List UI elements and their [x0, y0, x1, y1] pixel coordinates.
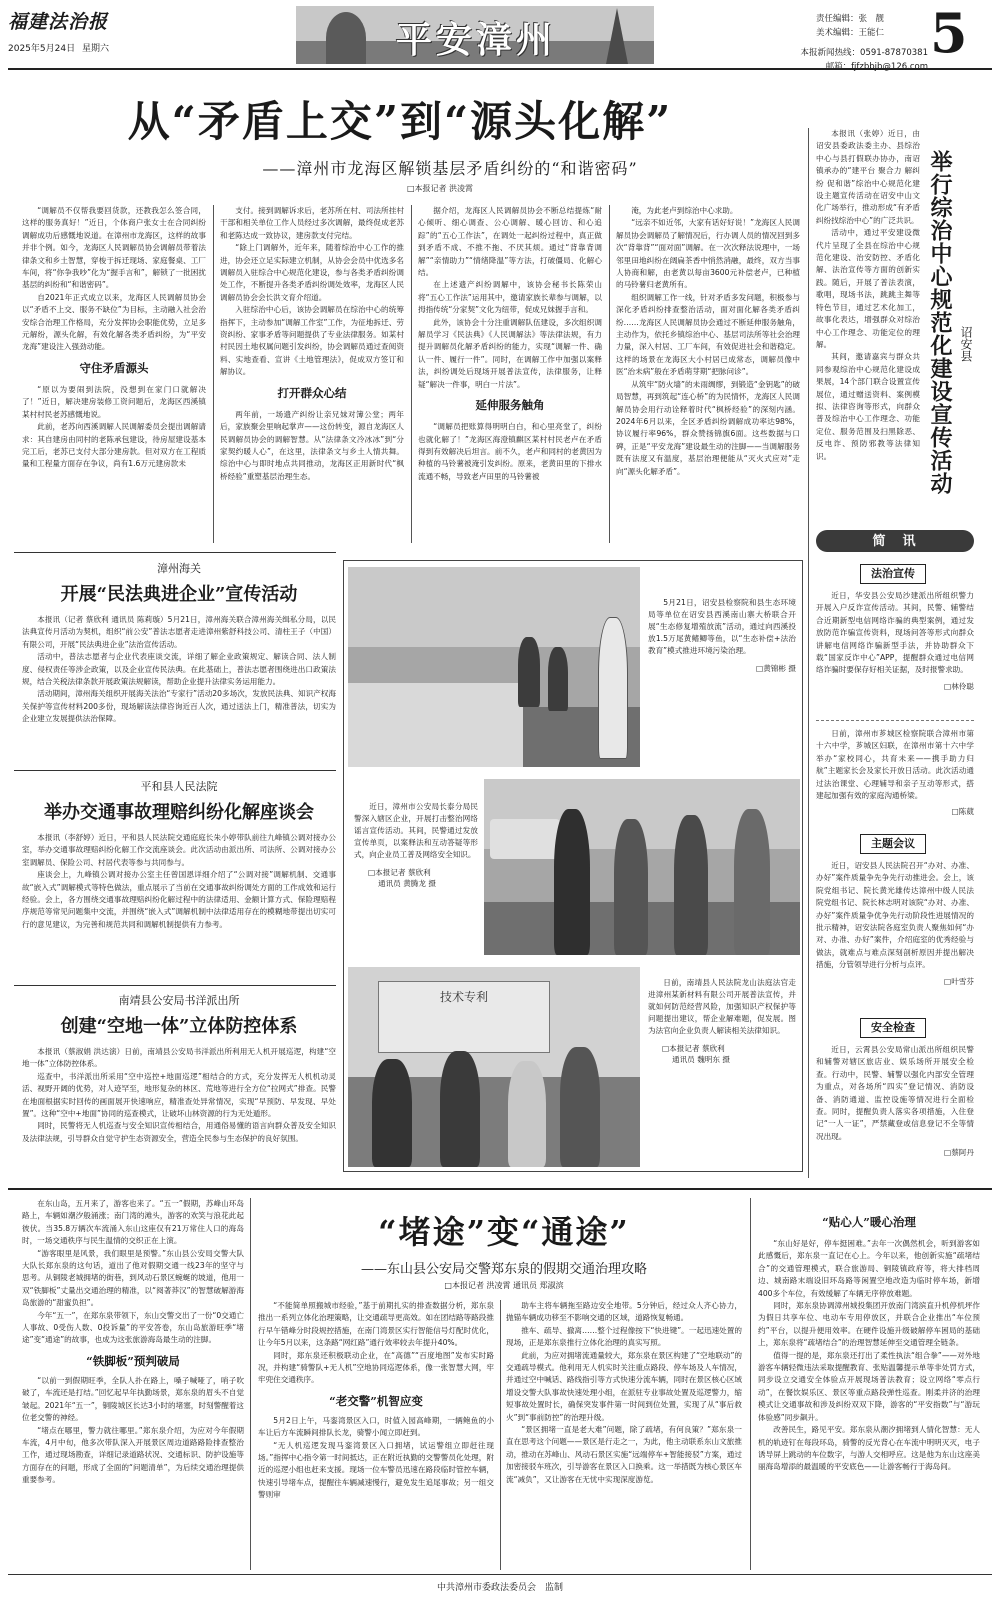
- photo-enterprise-visit: [484, 779, 800, 955]
- photo-3-credit-2: 通讯员 魏明东 摄: [672, 1055, 730, 1064]
- paper-name: 福建法治报: [8, 11, 109, 33]
- statue-icon: [326, 12, 366, 64]
- lead-byline: □本报记者 洪凌霄: [406, 184, 474, 193]
- bottom-c2-p4: “无人机巡逻发现马銮湾景区入口拥堵，试运警组立即赶往现场。”指挥中心指令第一时间抵达，正在附近执勤的交警警员化处理，附近的巡逻小组也赶来支援。现场一位车警员迅速在路段临时管控车辆，快速引导堵车点，提醒往车辆减速慢行，避免发生追尾事故；另一组交警则审: [258, 1440, 494, 1500]
- briefs-header: [816, 530, 974, 552]
- bottom-col-1: [22, 1198, 244, 1487]
- police-p1: 本报讯（蔡淑娟 洪达演）日前，南靖县公安局书洋派出所利用无人机开展巡逻，构建“空地一体”立体防控体系。: [22, 1047, 336, 1069]
- bottom-col-4: [758, 1210, 980, 1474]
- photo-3-credit-1: □本报记者 蔡欣利: [662, 1044, 725, 1053]
- bottom-c2-p1: “不能简单照搬城市经验，”基于前期扎实的排查数据分析，郑东泉推出一系列立体化治理策略，让交通疏导更高效。如在团结路等路段推行早午错峰分时段规控措施，在南门湾景区实行智能信号灯配时优化，让今年5月以来，这条路“网红路”通行效率较去年提升40%。: [258, 1301, 494, 1348]
- page-number: 5: [930, 1, 968, 65]
- brief-3: [816, 860, 974, 987]
- van-shape: [490, 819, 560, 859]
- lead-divider-1: [213, 205, 214, 543]
- customs-title: 开展“民法典进企业”宣传活动: [60, 584, 298, 605]
- lead-c3-p1: 据介绍，龙海区人民调解员协会不断总结提炼“耐心倾听、细心调查、公心调解、暖心回访、和心追踪”的“五心工作法”，在调处一起纠纷过程中，真正做到矛盾不成、不推不拖、不厌其烦。通过“背靠背调解”“亲情助力”“情绪降温”等方法，打破僵局、化解心结。: [418, 206, 602, 278]
- lead-c3-p3: 此外，该协会十分注重调解队伍建设，多次组织调解员学习《民法典》《人民调解法》等法律法规，有力提升调解员化解矛盾纠纷的能力，实现“调解一件、确认一件、履行一件”。同时，在调解工作中加强以案释法，纠纷调处后现场开展普法宣传，法律服务，让释疑“解决一件事，明白一片法”。: [418, 317, 602, 389]
- person-figure: [560, 1047, 600, 1167]
- bottom-c1-p4: “以前一到假期旺季，全队人扑在路上，嗓子喊哑了，哨子吹破了，车流还是打结。”回忆起早年执勤场景，郑东泉的眉头不自觉皱起。2021年“五一”，铜陵城区长达3小时的堵塞，时刻警醒着这位老交警的神经。: [22, 1375, 244, 1423]
- lead-subtitle: ——漳州市龙海区解锁基层矛盾纠纷的“和谐密码”: [262, 159, 638, 178]
- police-p2: 巡查中，书洋派出所采用“空中巡控+地面巡逻”相结合的方式，充分发挥无人机机动灵活、视野开阔的优势，对人迹罕至，地形复杂的林区、荒地等进行全方位“拉网式”排查。民警在地面根据实时回传的画面展开快速响应，精准查处异常情况，实现“早预防、早发现、早处置”。这种“空中+地面”协同的巡查模式，让破坏山林资源的行为无处遁形。: [22, 1071, 336, 1119]
- brief-title-1: 法治宣传: [860, 564, 926, 584]
- customs-p3: 活动期间，漳州海关组织开展海关法治“专家行”活动20多场次，发放民法典、知识产权海关保护等宣传材料200多份，现场解读法律咨询近百人次，通过送法上门，精准普法，切实为企业建立发展提供法治保障。: [22, 689, 336, 724]
- lead-c2-p3: 入驻综治中心后，该协会调解员在综治中心的统筹指挥下，主动参加“调解工作室”工作，为征地拆迁、劳资纠纷、家事矛盾等问题提供了专业法律服务。如某村村民因土地权属问题引发纠纷，协会调解员通过查阅资料、实地查看、宣讲《土地管理法》，促成双方签订和解协议。: [220, 305, 404, 377]
- brief-title-4: 安全检查: [860, 1018, 926, 1038]
- photo-2-caption-text: 近日，漳州市公安局长泰分局民警深入辖区企业，开展打击整治网络谣言宣传活动。其间，民警通过发放宣传单页，以案释法和互动答疑等形式，向企业员工普及网络安全知识。: [354, 802, 478, 859]
- bottom-col-3: [506, 1300, 742, 1486]
- bottom-title: “堵途”变“通途”: [378, 1213, 630, 1251]
- customs-p1: 本报讯（记者 蔡欣利 通讯员 陈莉璇）5月21日，漳州海关联合漳州海关缉私分局，以民法典宣传月活动为契机，组织“前公安”普法志愿者走进漳州紫舒科技公司、清柱王子（中国）有限公司，开展“民法典进企业”法治宣传活动。: [22, 615, 336, 649]
- board-text: 技术专利: [439, 990, 488, 1004]
- person-figure: [674, 815, 708, 955]
- customs-unit: 漳州海关: [157, 562, 201, 575]
- photo-1-caption: [648, 597, 796, 674]
- editor-name: 责任编辑：张 靓: [816, 14, 885, 24]
- bottom-c2-p2: 同时，郑东泉还积极联动企业，在“高德”“百度地图”发布实时路况，并构建“骑警队+无人机”空地协同巡逻体系，像一张智慧大网，牢牢兜住交通秩序。: [258, 1350, 494, 1385]
- right-top-p3: 其间，邀请嘉宾与群众共同参观综治中心规范化建设成果展，14个部门联合设置宣传展位，通过赠送资料、案例模拟、法律咨询等形式，向群众普及综治中心工作理念、功能定位、服务范围及扫黑除恶、反电诈、预防邪教等法律知识。: [816, 352, 920, 461]
- lead-c2-p1: 支付。接到调解诉求后，老苏所在村、司法所挂村干部和相关单位工作人员经过多次调解，最终促成老苏和老陈达成一致协议，建房款支付完结。: [220, 206, 404, 240]
- lead-c1-p3: “原以为要闹到法院，没想到在家门口就解决了！”近日，解决建房装修工资问题后，龙海区西溪镇某村村民老苏感慨地说。: [22, 384, 206, 419]
- brief-2-text: 日前，漳州市芗城区检察院联合漳州市第十六中学，芗城区妇联，在漳州市第十六中学举办“家校同心，共育未来——携手助力归航”主题家长会及家长开放日活动。此次活动通过法治课堂、心理辅导和亲子互动等形式，搭建起加强有效的家庭沟通桥梁。: [816, 729, 974, 801]
- person-figure: [548, 647, 568, 711]
- lead-divider-2: [411, 205, 412, 543]
- right-top-tag: 诏安县: [959, 326, 973, 362]
- article-police: [22, 992, 336, 1145]
- issue-date: [8, 41, 109, 54]
- lead-divider-3: [609, 205, 610, 543]
- section-banner: [296, 6, 654, 64]
- bottom-c1-p3: 今年“五一”，在郑东泉带领下，东山交警交出了一份“0交通亡人事故、0受伤人数、0投诉量”的平安答卷，东山岛旅游旺季“堵途”变“通途”的故事，也成为这张旅游海岛最生动的注脚。: [22, 1310, 244, 1345]
- footer-rule: [8, 1574, 992, 1575]
- bottom-c4-p4: 改善民生，路见平安。郑东泉从潮汐拥堵到人情化智慧：无人机的轨迹钉在每段环岛，骑警的反光背心在车流中明明灭灭，电子诱导屏上跳动的车位数字，与游人交相呼应。这是他为东山这座美丽海岛增添的最温暖的平安底色——让游客畅行于海岛间。: [758, 1425, 980, 1472]
- lead-c3-p4: “调解员把账算得明明白白，和心里亮堂了，纠纷也就化解了！”龙海区海澄镇麒区某村村民老卢在矛盾得到有效解决后坦言。前不久，老卢和同村的老黄因为种植的马铃薯被淹引发纠纷。原来，老黄田里的下排水流通不畅，导致老卢田里的马铃薯被: [418, 422, 602, 481]
- photo-2-caption: [354, 801, 478, 889]
- river-shape: [348, 683, 523, 767]
- editor-info: [816, 12, 884, 40]
- lead-c3-p2: 在上述遗产纠纷调解中，该协会秘书长陈荣山将“五心工作法”运用其中，邀请家族长辈参与调解，以拇指传统“分家契”文化为纽带，促成兄妹握手言和。: [418, 280, 602, 315]
- court-unit: 平和县人民法院: [140, 780, 218, 793]
- date-text: 2025年5月24日: [8, 44, 76, 54]
- bottom-c4-p2: 同时，郑东泉协调漳州城投集团开放南门湾滨直升机停机坪作为假日共享车位、电动车专用停放区，并联合企业推出“车位预约”平台，以提升便用效率。在硬件设施升级破解停车困局的基础上，郑东泉将“疏堵结合”的治理智慧延伸至交通管理全链条。: [758, 1301, 980, 1348]
- brief-3-sign: □叶雪芬: [944, 976, 974, 986]
- lead-c4-p2: “远亲不如近邻，大家有话好好说！”龙海区人民调解员协会调解员了解情况后，行办调人员的情况回到多次“背靠背”“面对面”调解。在一次次释法说理中，一场邻里田地纠纷在阔扁茶香中悄然消融，最终，双方当事人协商和解，由老黄以每亩3600元补偿老卢，已种植的马铃薯归老黄所有。: [616, 218, 800, 290]
- bottom-c3-p4: “景区拥堵一直是老大难”问题，除了疏堵，有何良策？”郑东泉一直在思考这个问题——景区是行走之一，为此，他主动联系东山文旅推动，推动在苏峰山、风动石景区实施“远端停车+智能接驳”方案，通过加密接驳车班次，引导游客在景区入口换乘。这一举措既为核心景区车流“减负”，又让游客在无忧中实现深度游览。: [506, 1425, 742, 1484]
- lead-c1-p4: 此前，老苏向西溪调解人民调解委员会提出调解请求：其自建房由同村的老陈承包建设，待房屋建设基本完工后，老苏已支付大部分建房款。但对双方在工程质量和工程量方面存在争议，尚有1.6万元建房款未: [22, 422, 206, 469]
- court-p1: 本报讯（李舒婷）近日，平和县人民法院交通庭庭长朱小婷带队前往九峰镇公调对接办公室，举办交通事故理赔纠纷化解工作交流座谈会。此次活动由派出所、司法所、公调对接办公室调解员、保险公司、村居代表等参与共同参与。: [22, 833, 336, 867]
- lead-column-2: [220, 205, 404, 483]
- bottom-c3-p3: 此前，为应对拥堵流通量较大，郑东泉在景区构建了“空地联动”的交通疏导模式。他利用无人机实时关注重点路段、停车场及人车情况，并通过空中喊话、路线指引等方式快速分流车辆，同时在景区核心区域增设交警大队事故快速处理小组，在派驻专业事故处置及巡逻警力，缩短事故处置时长，确保突发事件第一时间到位处置，实现了从“事后救火”到“事前防控”的治理升级。: [506, 1350, 742, 1422]
- bottom-divider-1: [250, 1198, 251, 1570]
- bottom-c1-p5: “堵点在哪里，警力就往哪里。”郑东泉介绍，为应对今年假期车流，4月中旬，他多次带队深入开展景区周边道路路险排查整治工作，通过现场勘查，详细记录道路状况、交通标识、防护设施等方面存在的问题，形成了全面的“问题清单”，为后续交通治理提供重要参考。: [22, 1425, 244, 1485]
- police-p3: 同时，民警将无人机巡查与安全知识宣传相结合，用通俗易懂的语言向群众普及安全知识及法律法规，引导群众自觉守护生态资源安全，营造全民参与生态保护的良好氛围。: [22, 1121, 336, 1143]
- subhead-iron: “铁脚板”预判破局: [86, 1353, 180, 1368]
- photo-1-caption-text: 5月21日，诏安县检察院和县生态环境局等单位在诏安县西溪南山寨大桥联合开展“生态修复增殖放流”活动，通过向西溪投放1.5万尾黄鳍鲫等鱼，以“生态补偿+法治教育”模式推进环境污染治理。: [648, 598, 796, 655]
- lead-c2-p4: 两年前，一场遗产纠纷让亲兄妹对簿公堂；两年后，家族聚会里响起掌声——这份转变，源自龙海区人民调解员协会的调解智慧。从“法律条文冷冰冰”到“分家契约暖人心”，在这里，法律条文与乡土人情共舞。综治中心与即时地点共同推动，龙海区正用新时代“枫桥经验”重塑基层治理生态。: [220, 409, 404, 481]
- lead-column-1: [22, 205, 206, 471]
- mid-rule-2: [14, 770, 336, 771]
- masthead-rule: [8, 68, 992, 70]
- subhead-extend: 延伸服务触角: [475, 398, 545, 413]
- court-p2: 座谈会上，九峰镇公调对接办公室主任曾国恩详细介绍了“公调对接”调解机制、交通事故“嵌入式”调解模式等特色做法，重点展示了当前在交通事故纠纷调处方面的工作成效和运行经验。会上，各方围绕交通事故理赔纠纷化解过程中的法律适用、金额计算方式、保险理赔程序规范等常见问题集中交流，并围绕“嵌入式”调解机制中法律适用存在的模糊地带提出切实可行的意见建议，为完善和规范共同和调解机制提供有力参考。: [22, 870, 336, 929]
- subhead-connect: 打开群众心结: [277, 385, 347, 400]
- lead-title: 从“矛盾上交”到“源头化解”: [127, 97, 673, 146]
- art-editor-name: 美术编辑：王能仁: [816, 28, 885, 38]
- photo-1-credit: □黄锦彬 摄: [756, 664, 796, 673]
- paper-logo: [8, 8, 112, 36]
- bottom-c3-p2: 推车、疏导、撤离……整个过程像按下“快进键”。一起迅速处置的现场，正是郑东泉推行立体化治理的真实写照。: [506, 1325, 742, 1348]
- brief-title-3: 主题会议: [860, 834, 926, 854]
- lead-c4-p1: 淹，为此老卢到综治中心求助。: [631, 206, 738, 215]
- email-text: 邮箱：fjfzbbjb@126.com: [825, 62, 928, 72]
- briefs-header-text: 简 讯: [872, 534, 918, 549]
- brief-sep-1: [816, 720, 974, 721]
- brief-1-text: 近日，华安县公安局沙建派出所组织警力开展入户反诈宣传活动。其间，民警、辅警结合近期新型电信网络诈骗的典型案例，通过发放防范诈骗宣传资料，现场问答等形式向群众讲解电信网络诈骗新型手法，并协助群众下载“国家反诈中心”APP，提醒群众通过电信网络诈骗时要保存好相关证据，及时报警求助。: [816, 591, 974, 675]
- bottom-c1-p1: 在东山岛，五月来了，游客也来了。“五一”假期，苏峰山环岛路上，车辆如潮汐般涌涨；南门湾的滩头，游客的欢笑与浪花此起彼伏。当35.8万辆次车流涌入东山这座仅有21万常住人口的海岛时，一场交通秩序与民生温情的交织正在上演。: [22, 1199, 244, 1246]
- bottom-byline: □本报记者 洪凌霄 通讯员 郑淑滨: [444, 1281, 564, 1290]
- right-column-divider: [808, 128, 809, 1178]
- bottom-c3-p1: 助车主将车辆拖至路边安全地带。5分钟后，经过众人齐心协力，抛锚车辆成功移至不影响交通的区域，道路恢复畅通。: [506, 1301, 742, 1323]
- footer-text: 中共漳州市委政法委员会 监制: [436, 1583, 563, 1593]
- right-top-title: 举行综治中心规范化建设宣传活动: [927, 150, 953, 495]
- lead-c1-p2: 自2021年正式成立以来，龙海区人民调解员协会以“矛盾不上交、服务不缺位”为目标，主动融入社会治安综合治理工作格局，充分发挥协会职能优势，立足多元解纷，源头化解，有效化解各类矛盾纠纷，为“平安龙海”建设注入强劲动能。: [22, 292, 206, 352]
- bottom-c1-p2: “游客眼里是风景，我们眼里是预警。”东山县公安局交警大队大队长郑东泉的这句话，道出了他对假期交通一线23年的坚守与思考。从铜陵老城拥堵的街巷，到风动石景区蜿蜒的坡道，他用一双“铁脚板”丈量出交通治理的精准，以“阅著莽汉”的智慧破解游海岛旅游的“甜蜜负担”。: [22, 1248, 244, 1308]
- bottom-divider-2: [500, 1300, 501, 1570]
- bottom-top-rule: [8, 1188, 992, 1190]
- bottom-col-2: [258, 1300, 494, 1502]
- photo-2-credit-2: 通讯员 黄腾龙 摄: [378, 879, 436, 888]
- bottom-subtitle: ——东山县公安局交警郑东泉的假期交通治理攻略: [360, 1262, 647, 1277]
- brief-1: [816, 590, 974, 692]
- brief-4: [816, 1044, 974, 1158]
- lead-column-4: [616, 205, 800, 478]
- photo-court-visit: [348, 967, 640, 1167]
- lead-column-3: [418, 205, 602, 483]
- brief-1-sign: □林伶聪: [944, 681, 974, 691]
- person-figure: [518, 637, 540, 707]
- brief-4-text: 近日，云霄县公安局常山派出所组织民警和辅警对辖区旅店业、娱乐场所开展安全检查。行动中，民警、辅警以强化内部安全管理为重点，对各场所“四实”登记情况、消防设备、消防通道、监控设施等情况进行全面检查。同时，提醒负责人落实各项措施，入住登记“一人一证”，严禁藏登或信息登记不全等情况出现。: [816, 1045, 974, 1141]
- person-figure: [508, 1061, 546, 1167]
- display-board: [378, 981, 550, 1053]
- section-title: 平安漳州: [395, 19, 556, 61]
- right-top-p2: 活动中，通过平安建设微代片呈现了全县在综治中心规范化建设、治安防控、矛盾化解、法治宣传等方面的创新实践。随后，开展了普法表演，歌唱，现场书法，跳跳主舞等特色节目，通过艺术化加工，故事化表达，增强群众对综治中心工作理念、功能定位的理解。: [816, 228, 920, 349]
- customs-p2: 活动中，普法志愿者与企业代表座谈交流，详细了解企业政策规定、解读合同、法人制度、侵权责任等涉企政策，以及企业宣传民法典。在此基础上，普法志愿者围绕进出口政策法规，结合关税法律条款开展政策法规解读，帮助企业提升法律实务运用能力。: [22, 652, 336, 687]
- police-title: 创建“空地一体”立体防控体系: [60, 1016, 298, 1037]
- officer-figure: [554, 809, 590, 955]
- mid-top-rule: [14, 552, 336, 553]
- judge-figure: [372, 1059, 412, 1167]
- lead-c4-p3: 组织调解工作一线，针对矛盾多发问题，积极参与深化矛盾纠纷排查整治活动，面对面化解各类矛盾纠纷……龙海区人民调解员协会通过不断延伸服务触角，主动作为，依托乡镇综治中心、基层司法所等社会治理力量，深入村居、工厂车间，有效促进社会和谐稳定。这样的场景在龙海区大小村居已成常态，调解员像中医“治未病”般在矛盾萌芽期“把脉问诊”。: [616, 292, 800, 377]
- judge-figure: [440, 1051, 480, 1167]
- police-unit: 南靖县公安局书洋派出所: [118, 994, 240, 1007]
- photo-2-credit-1: □本报记者 蔡欣利: [368, 868, 431, 877]
- photo-3-caption: [648, 977, 796, 1065]
- bottom-c2-p3: 5月2日上午，马銮湾景区入口，时值入园高峰期，一辆鲍鱼的小车让后方车流瞬间排队长龙，骑警小闻立即赶到。: [258, 1415, 494, 1438]
- mid-rule-3: [14, 985, 336, 986]
- subhead-guard: 守住矛盾源头: [79, 360, 149, 375]
- article-customs: [22, 560, 336, 726]
- lead-c1-p1: “调解员不仅帮我要回货款，还教我怎么签合同，这样的服务真好！”近日，个体商户张女士在合同纠纷调解成功后感慨地说道。在漳州市龙海区，这样的故事并非个例。如今，龙海区人民调解员协会调解员带着法律条文和乡土智慧，穿梭于拆迁现场、家庭餐桌、工厂车间，将“你争我吵”化为“握手言和”，解锁了一批困扰基层的纠纷和“和谐密码”。: [22, 206, 206, 290]
- lead-c2-p2: “除上门调解外，近年来，随着综治中心工作的推进，协会还立足实际建立机制，从协会会员中优选多名调解员入驻综合中心规范化建设，参与各类矛盾纠纷调处工作，不断提升各类矛盾纠纷调处效率，龙海区人民调解员协会会长洪文育介绍道。: [220, 243, 404, 302]
- weekday-text: 星期六: [81, 44, 109, 54]
- hotline-text: 本报新闻热线：0591-87870381: [800, 48, 928, 58]
- brief-3-text: 近日，诏安县人民法院召开“办对、办准、办好”案件质量争先争先行动推进会。会上，该院党组书记、院长黄光雄传达漳州中级人民法院党组书记、院长林志明对该院“办对、办准、办好”案件质量争优争先行动阶段性进展情况的批示精神，诏安法院各庭室负责人聚焦如何“办对、办准、办好”案件，介绍庭室的优秀经验与做法，就难点与难点深刻剖析原因并提出解决措施，分管领导进行分析与点评。: [816, 861, 974, 970]
- person-figure: [614, 819, 648, 955]
- bottom-c4-p3: 值得一提的是，郑东泉还打出了柔性执法“组合拳”——对外地游客车辆轻微违法采取提醒教育、张贴温馨提示单等非处罚方式，同步设立交通安全体验点开展现场普法教育；设立网络“零点行动”，在餐饮娱乐区、景区等重点路段弹性巡查。刚柔并济的治理模式让交通事故和涉及纠纷双双下降，游客的“平安指数”与“游玩体验感”同步飙升。: [758, 1350, 980, 1422]
- court-title: 举办交通事故理赔纠纷化解座谈会: [44, 802, 314, 823]
- subhead-old: “老交警”机智应变: [329, 1393, 423, 1408]
- right-top-body: [816, 128, 920, 463]
- subhead-caring: “贴心人”暖心治理: [822, 1215, 916, 1229]
- person-figure: [734, 809, 770, 955]
- person-figure: [598, 617, 628, 759]
- photo-block: [343, 560, 803, 1172]
- brief-4-sign: □蔡阿丹: [944, 1148, 974, 1158]
- article-court: [22, 778, 336, 931]
- brief-2: [816, 728, 974, 817]
- brief-2-sign: □陈葳: [951, 807, 974, 817]
- photo-release-fish: [348, 567, 640, 767]
- bottom-divider-3: [750, 1198, 751, 1570]
- photo-3-caption-text: 日前，南靖县人民法院龙山法庭法官走进漳州某新材料有限公司开展普法宣传，并就如何防范经营风险，加强知识产权保护等问题提出建议，帮企业解难题，促发展。图为法官向企业负责人解读相关法律知识。: [648, 978, 796, 1035]
- bottom-c4-p1: “东山好是好，停车挺困难。”去年一次偶然机会，听到游客如此感慨后，郑东泉一直记在心上。今年以来，他创新实施“疏堵结合”的交通管理模式，联合旅游局、铜陵镇政府等，将大排档周边、城南路末端设旧环岛路等闲置空地改造为临时停车场，新增400多个车位，有效缓解了车辆无序停放难题。: [758, 1239, 980, 1298]
- lead-c4-p4: 从筑牢“防火墙”的未雨绸缪，到锻造“金钥匙”的破局智慧，再到筑起“连心桥”的为民情怀，龙海区人民调解员协会用行动诠释着时代“枫桥经验”的深刻内涵。2024年6月以来，全区矛盾纠纷调解成功率达98%，协议履行率96%，群众赞扬锦旗6面。这些数据与口碑，正是“平安龙海”建设最生动的注脚——当调解服务既有法度又有温度，基层治理便能从“灭火式应对”走向“源头化解矛盾”。: [616, 379, 800, 476]
- right-top-p1: 本报讯（张婷）近日，由诏安县委政法委主办、县综治中心与县打假联办协办，南诏镇承办的“建平台 聚合力 解纠纷 促和谐”综治中心规范化建设主题宣传活动在诏安中山文化广场举行，推动形成“有矛盾纠纷找综治中心”的广泛共识。: [816, 129, 920, 225]
